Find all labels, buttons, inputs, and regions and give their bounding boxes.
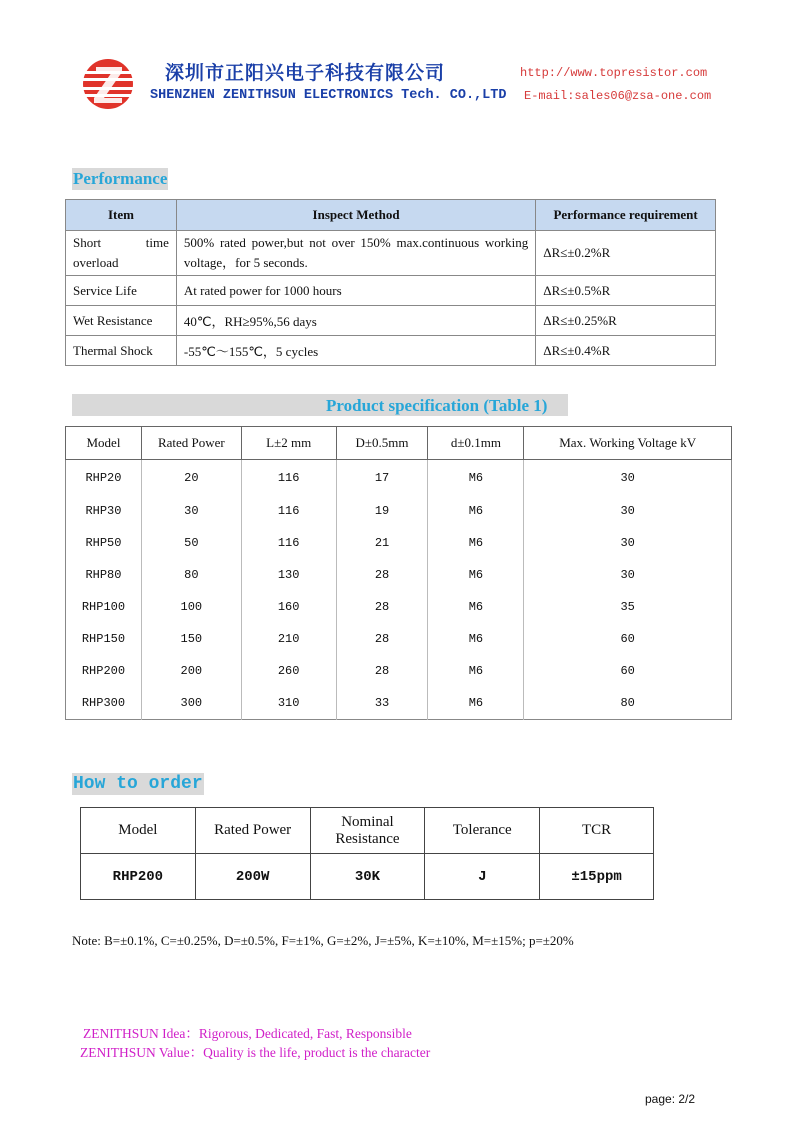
order-value-row (81, 854, 654, 900)
order-value-nominal-resistance: 30K (310, 854, 425, 900)
cell-model: RHP150 (66, 623, 142, 655)
order-value-tcr: ±15ppm (540, 854, 654, 900)
row-method: 500% rated power,but not over 150% max.continuous working voltage，for 5 seconds. (176, 231, 535, 276)
table-row (66, 527, 732, 559)
cell-thread: M6 (428, 591, 524, 623)
company-logo (82, 58, 134, 110)
how-to-order-table (80, 807, 654, 900)
order-header-row (81, 808, 654, 854)
column-header-inspect-method: Inspect Method (176, 200, 535, 231)
row-method: 40℃，RH≥95%,56 days (176, 306, 535, 336)
cell-model: RHP20 (66, 460, 142, 496)
cell-rated-power: 150 (141, 623, 241, 655)
how-to-order-title: How to order (73, 774, 203, 794)
cell-model: RHP300 (66, 687, 142, 720)
cell-model: RHP50 (66, 527, 142, 559)
cell-model: RHP200 (66, 655, 142, 687)
cell-max-voltage: 30 (620, 504, 635, 518)
cell-max-voltage: 30 (620, 536, 635, 550)
cell-rated-power: 200 (141, 655, 241, 687)
row-requirement: ΔR≤±0.2%R (536, 231, 716, 276)
cell-length: 116 (241, 527, 336, 559)
table-row (66, 231, 716, 276)
cell-rated-power: 80 (141, 559, 241, 591)
order-header-tcr: TCR (540, 808, 654, 854)
order-value-tolerance: J (425, 854, 540, 900)
table-row (66, 276, 716, 306)
cell-model: RHP80 (66, 559, 142, 591)
column-header-item: Item (66, 200, 177, 231)
cell-length: 116 (241, 460, 336, 496)
cell-model: RHP30 (66, 495, 142, 527)
row-item: Service Life (66, 276, 177, 306)
table-row (66, 591, 732, 623)
table-row (66, 460, 732, 496)
table-row (66, 336, 716, 366)
performance-section-title: Performance (73, 169, 168, 188)
cell-rated-power: 100 (141, 591, 241, 623)
cell-diameter: 21 (336, 527, 428, 559)
cell-max-voltage: 80 (620, 696, 635, 710)
table-row (66, 687, 732, 720)
column-header-diameter: D±0.5mm (336, 427, 428, 460)
table-row (66, 306, 716, 336)
column-header-max-voltage: Max. Working Voltage kV (524, 427, 732, 460)
cell-diameter: 28 (336, 591, 428, 623)
cell-rated-power: 30 (141, 495, 241, 527)
cell-thread: M6 (428, 623, 524, 655)
column-header-thread: d±0.1mm (428, 427, 524, 460)
row-requirement: ΔR≤±0.5%R (536, 276, 716, 306)
spec-header-row (66, 427, 732, 460)
cell-max-voltage: 30 (620, 568, 635, 582)
order-value-model: RHP200 (81, 854, 196, 900)
cell-length: 116 (241, 495, 336, 527)
cell-max-voltage: 60 (620, 632, 635, 646)
order-header-nominal-resistance: Nominal Resistance (310, 808, 425, 854)
column-header-model: Model (66, 427, 142, 460)
row-requirement: ΔR≤±0.25%R (536, 306, 716, 336)
column-header-length: L±2 mm (241, 427, 336, 460)
cell-diameter: 28 (336, 655, 428, 687)
spec-section-title: Product specification (Table 1) (326, 396, 548, 415)
company-value-slogan: ZENITHSUN Value：Quality is the life, product is the character (80, 1045, 431, 1060)
row-item: Thermal Shock (66, 336, 177, 366)
column-header-performance-requirement: Performance requirement (536, 200, 716, 231)
cell-rated-power: 300 (141, 687, 241, 720)
table-row (66, 655, 732, 687)
row-item: Wet Resistance (66, 306, 177, 336)
cell-thread: M6 (428, 495, 524, 527)
performance-table (65, 199, 716, 366)
cell-length: 130 (241, 559, 336, 591)
column-header-rated-power: Rated Power (141, 427, 241, 460)
cell-length: 260 (241, 655, 336, 687)
row-method: -55℃～155℃，5 cycles (176, 336, 535, 366)
cell-length: 310 (241, 687, 336, 720)
cell-thread: M6 (428, 559, 524, 591)
company-email[interactable]: E-mail:sales06@zsa-one.com (524, 89, 712, 103)
cell-diameter: 19 (336, 495, 428, 527)
company-website-link[interactable]: http://www.topresistor.com (520, 66, 708, 80)
order-header-tolerance: Tolerance (425, 808, 540, 854)
order-value-rated-power: 200W (195, 854, 310, 900)
row-requirement: ΔR≤±0.4%R (536, 336, 716, 366)
cell-model: RHP100 (66, 591, 142, 623)
company-name-chinese: 深圳市正阳兴电子科技有限公司 (165, 62, 446, 84)
company-name-english: SHENZHEN ZENITHSUN ELECTRONICS Tech. CO.,LTD (150, 88, 507, 103)
cell-thread: M6 (428, 655, 524, 687)
cell-thread: M6 (428, 527, 524, 559)
cell-length: 160 (241, 591, 336, 623)
cell-rated-power: 50 (141, 527, 241, 559)
cell-max-voltage: 60 (620, 664, 635, 678)
tolerance-note: Note: B=±0.1%, C=±0.25%, D=±0.5%, F=±1%, G=±2%, J=±5%, K=±10%, M=±15%; p=±20% (72, 933, 574, 948)
table-row (66, 495, 732, 527)
cell-thread: M6 (428, 687, 524, 720)
order-header-rated-power: Rated Power (195, 808, 310, 854)
cell-diameter: 17 (336, 460, 428, 496)
page-number: page: 2/2 (645, 1092, 696, 1106)
cell-diameter: 28 (336, 623, 428, 655)
table-row (66, 559, 732, 591)
row-method: At rated power for 1000 hours (176, 276, 535, 306)
order-header-model: Model (81, 808, 196, 854)
cell-max-voltage: 35 (620, 600, 635, 614)
table-row (66, 623, 732, 655)
row-item: Short time overload (66, 231, 177, 276)
cell-thread: M6 (428, 460, 524, 496)
cell-diameter: 33 (336, 687, 428, 720)
company-idea-slogan: ZENITHSUN Idea：Rigorous, Dedicated, Fast, Responsible (83, 1026, 412, 1041)
cell-diameter: 28 (336, 559, 428, 591)
cell-max-voltage: 30 (620, 470, 635, 485)
product-spec-table (65, 426, 732, 720)
cell-length: 210 (241, 623, 336, 655)
performance-header-row (66, 200, 716, 231)
cell-rated-power: 20 (141, 460, 241, 496)
